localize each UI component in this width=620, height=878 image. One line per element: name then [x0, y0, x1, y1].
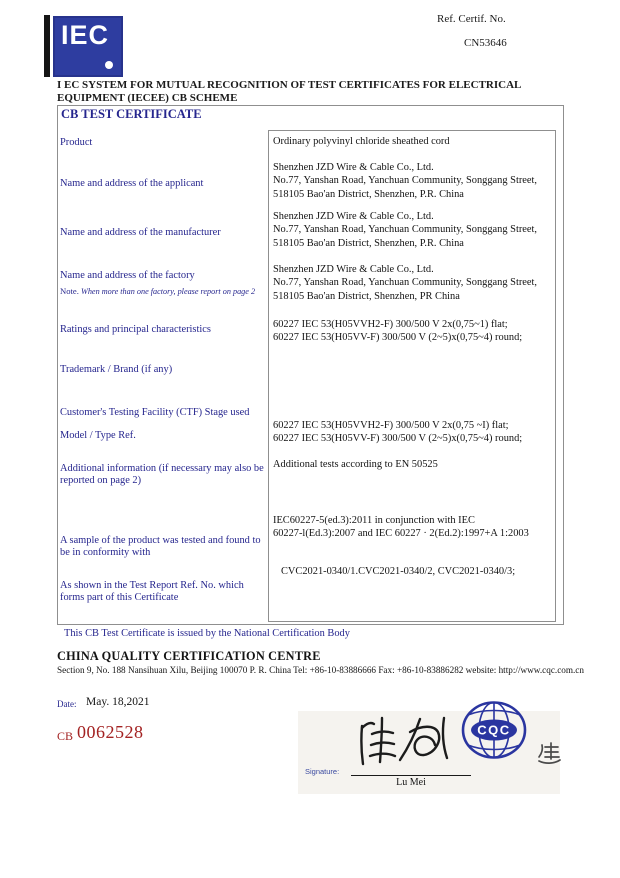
model-value: [273, 419, 553, 446]
ratings-line: 60227 IEC 53(H05VV-F) 300/500 V (2~5)x(0,75~4) round;: [273, 332, 523, 344]
model-label: Model / Type Ref.: [60, 430, 136, 441]
iec-logo-text: IEC: [61, 20, 110, 50]
factory-line: 518105 Bao'an District, Shenzhen, PR China: [273, 290, 460, 302]
ncb-address: Section 9, No. 188 Nansihuan Xilu, Beijing 100070 P. R. China Tel: +86-10-83886666 Fax: +86-10-83886282 website: http://www.cqc.com.cn: [57, 665, 584, 675]
manufacturer-label: Name and address of the manufacturer: [60, 227, 221, 238]
factory-value: [273, 263, 553, 303]
ref-certif-number: CN53646: [464, 37, 507, 49]
manufacturer-line: No.77, Yanshan Road, Yanchuan Community, Songgang Street,: [273, 224, 537, 236]
signature-line: [351, 775, 471, 776]
ratings-label: Ratings and principal characteristics: [60, 324, 211, 335]
model-line: 60227 IEC 53(H05VVH2-F) 300/500 V 2x(0,75 ~I) flat;: [273, 420, 509, 431]
applicant-label: Name and address of the applicant: [60, 178, 204, 189]
cqc-logo-text: CQC: [477, 722, 511, 738]
manufacturer-line: 518105 Bao'an District, Shenzhen, P.R. China: [273, 237, 464, 249]
jian-stamp-character: [536, 741, 562, 767]
factory-note-text: When more than one factory, please report on page 2: [81, 287, 256, 296]
conformity-line: 60227-l(Ed.3):2007 and IEC 60227 · 2(Ed.2):1997+A 1:2003: [273, 528, 529, 540]
additional-info-label: Additional information (if necessary may also be reported on page 2): [60, 463, 264, 487]
test-report-label: As shown in the Test Report Ref. No. which forms part of this Certificate: [60, 580, 244, 604]
conformity-value: [273, 514, 553, 541]
product-label: Product: [60, 137, 93, 148]
signature-label: Signature:: [305, 767, 340, 776]
test-report-value: CVC2021-0340/1.CVC2021-0340/2, CVC2021-0340/3;: [281, 566, 516, 577]
scheme-title: I EC SYSTEM FOR MUTUAL RECOGNITION OF TEST CERTIFICATES FOR ELECTRICAL EQUIPMENT (IECEE) CB SCHEME: [57, 79, 521, 104]
cb-number-prefix: CB: [57, 729, 74, 743]
ref-certif-label: Ref. Certif. No.: [437, 13, 506, 25]
factory-note: [60, 286, 275, 296]
conformity-label: A sample of the product was tested and found to be in conformity with: [60, 535, 261, 559]
factory-line: Shenzhen JZD Wire & Cable Co., Ltd.: [273, 264, 434, 275]
certificate-title: CB TEST CERTIFICATE: [61, 107, 202, 121]
trademark-label: Trademark / Brand (if any): [60, 364, 173, 375]
factory-note-prefix: Note.: [60, 286, 79, 296]
applicant-line: No.77, Yanshan Road, Yanchuan Community, Songgang Street,: [273, 175, 537, 187]
applicant-value: [273, 161, 553, 201]
logo-accent-bar: [44, 15, 50, 77]
conformity-line: IEC60227-5(ed.3):2011 in conjunction with IEC: [273, 515, 475, 526]
cb-number: 0062528: [77, 722, 144, 742]
ctf-label: Customer's Testing Facility (CTF) Stage used: [60, 407, 250, 418]
iec-logo-dot-icon: [105, 61, 113, 69]
factory-label: Name and address of the factory: [60, 270, 195, 281]
signatory-name: Lu Mei: [396, 777, 426, 788]
product-value: Ordinary polyvinyl chloride sheathed cord: [273, 136, 450, 147]
applicant-line: 518105 Bao'an District, Shenzhen, P.R. China: [273, 188, 464, 200]
iec-logo: [53, 16, 123, 77]
issued-by-note: This CB Test Certificate is issued by the National Certification Body: [64, 628, 350, 639]
ratings-line: 60227 IEC 53(H05VVH2-F) 300/500 V 2x(0,75~1) flat;: [273, 319, 508, 330]
manufacturer-line: Shenzhen JZD Wire & Cable Co., Ltd.: [273, 211, 434, 222]
date-label: Date:: [57, 699, 77, 709]
date-value: May. 18,2021: [86, 696, 150, 708]
ncb-name: CHINA QUALITY CERTIFICATION CENTRE: [57, 649, 321, 663]
manufacturer-value: [273, 210, 553, 250]
additional-info-value: Additional tests according to EN 50525: [273, 459, 438, 470]
handwritten-signature: [352, 714, 470, 770]
certificate-value-box: [268, 130, 556, 622]
ratings-value: [273, 318, 553, 345]
factory-line: No.77, Yanshan Road, Yanchuan Community, Songgang Street,: [273, 277, 537, 289]
cqc-logo: [460, 700, 528, 762]
model-line: 60227 IEC 53(H05VV-F) 300/500 V (2~5)x(0,75~4) round;: [273, 433, 523, 445]
applicant-line: Shenzhen JZD Wire & Cable Co., Ltd.: [273, 162, 434, 173]
